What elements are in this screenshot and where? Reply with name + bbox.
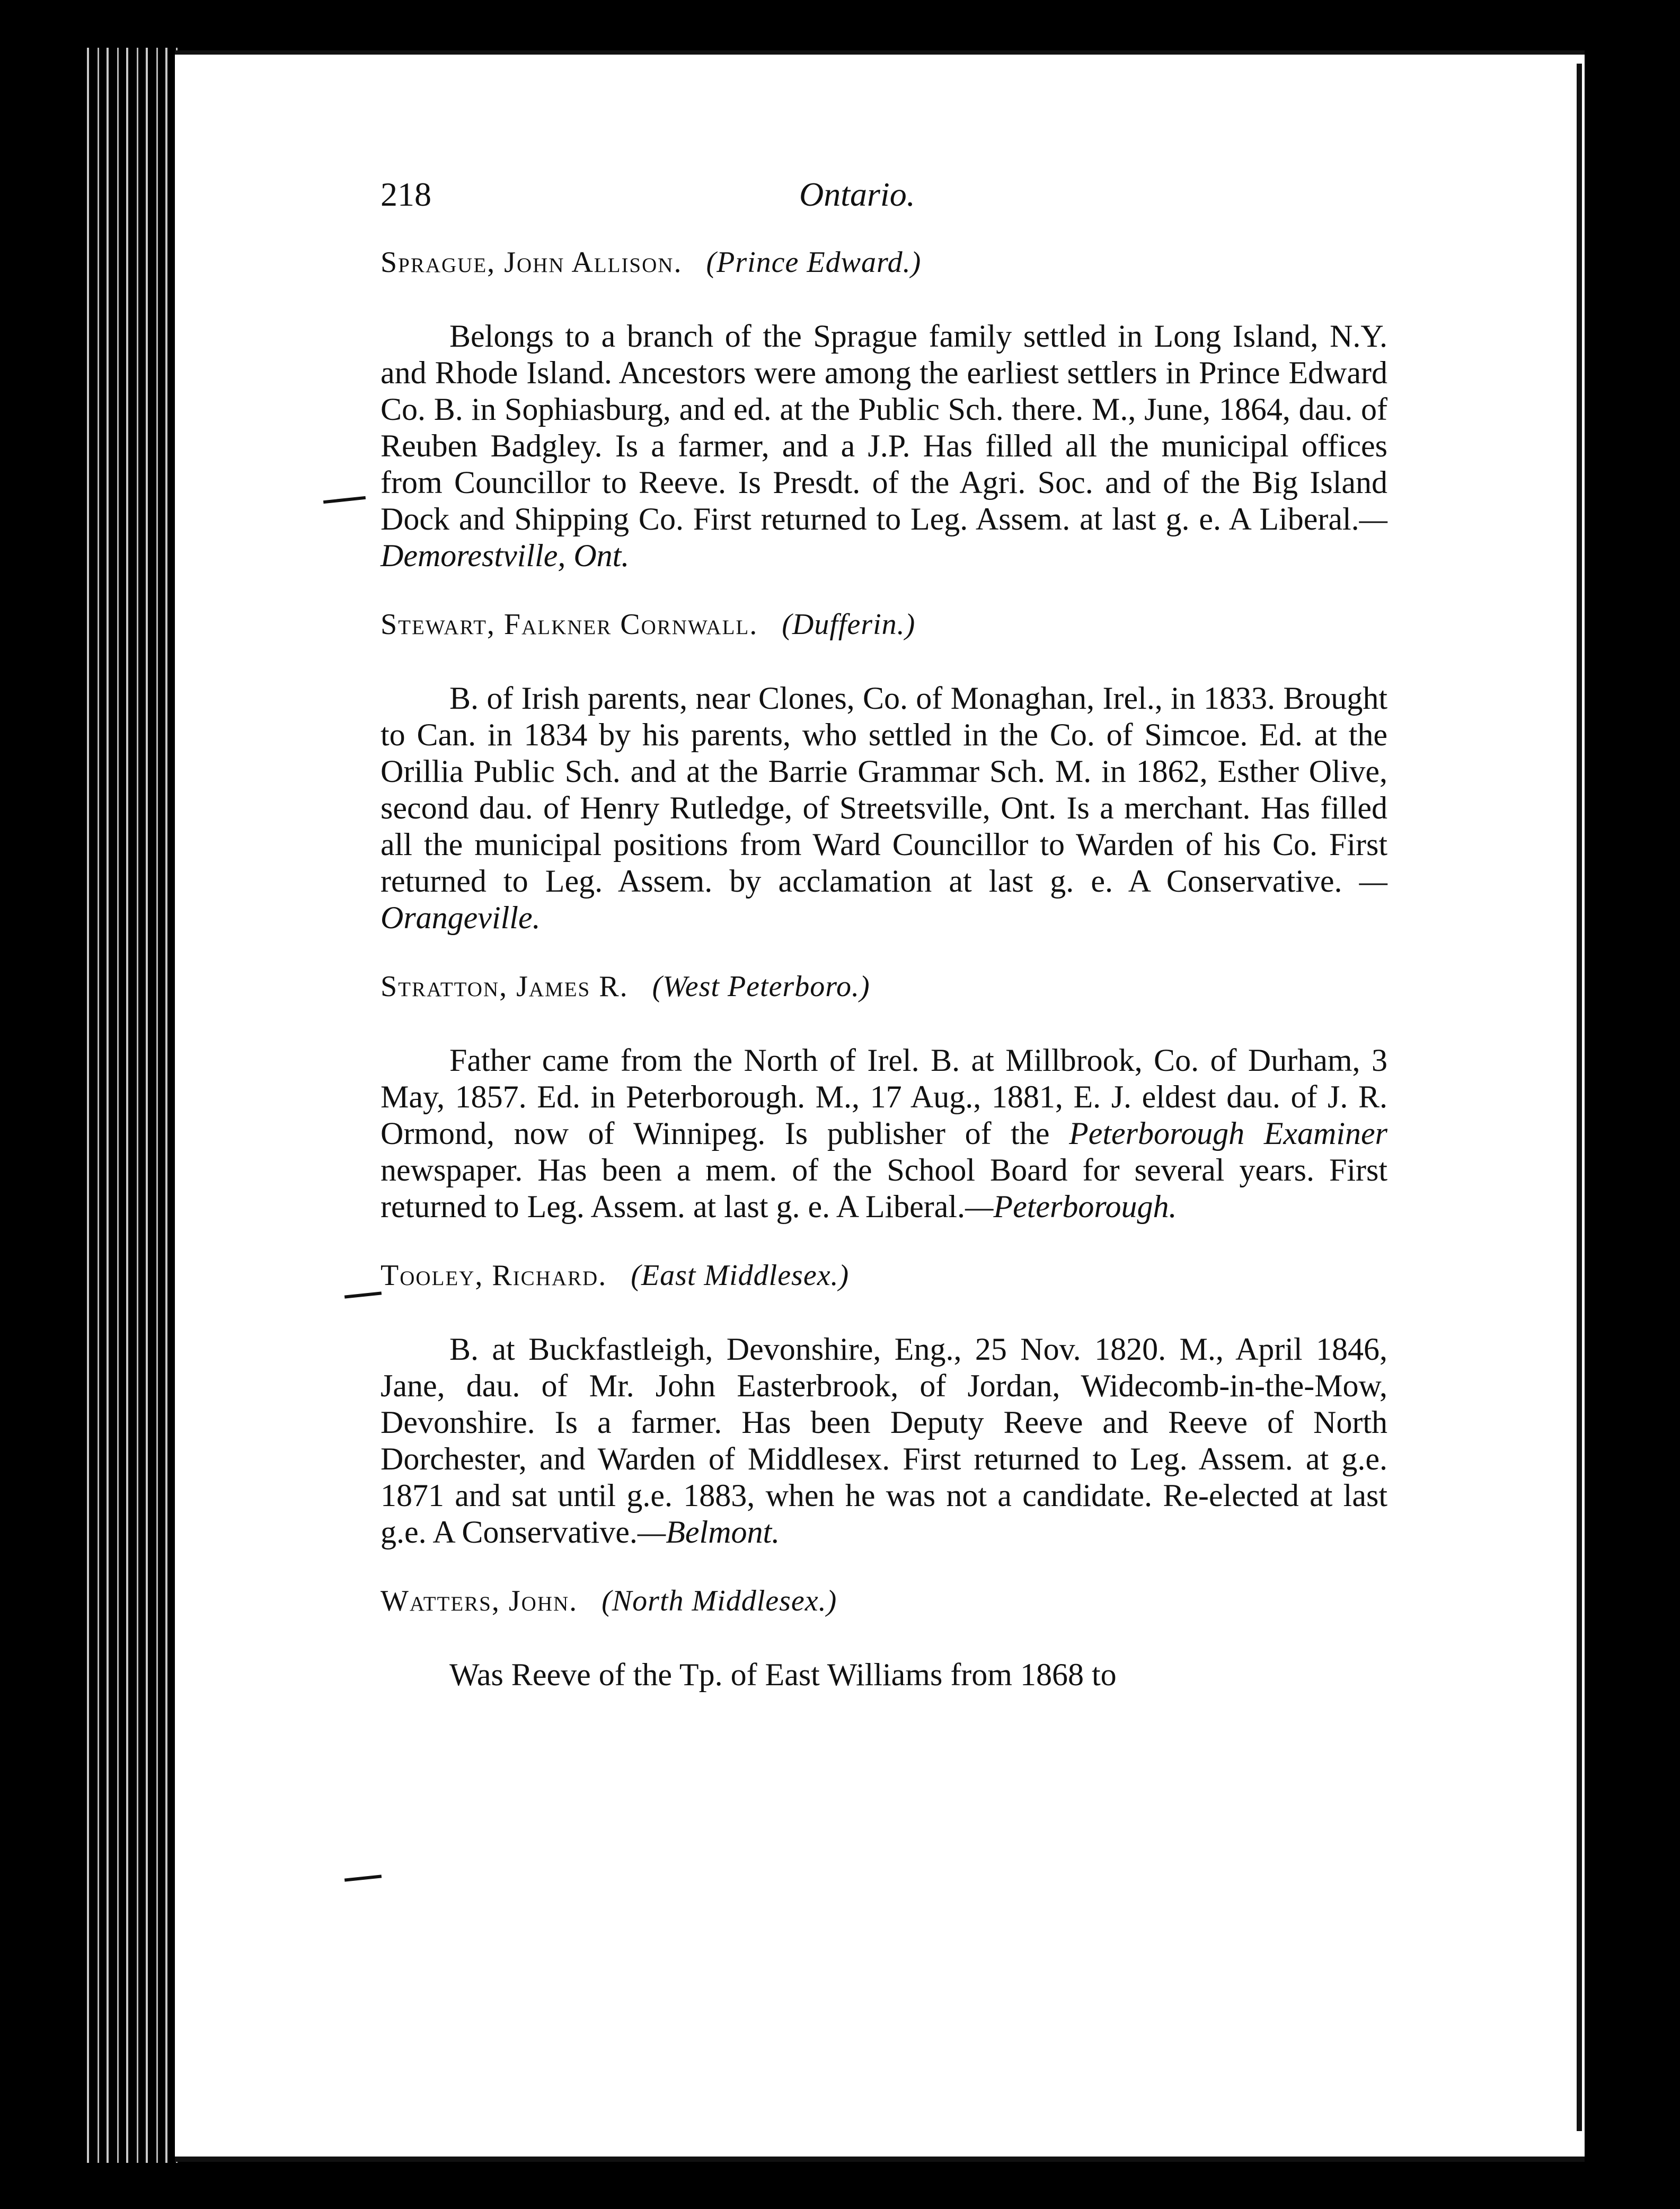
running-head <box>381 175 1387 223</box>
biography-body: Belongs to a branch of the Sprague family settled in Long Island, N.Y. and Rhode Island. Ancestors were among the earliest settlers in Prince Edward Co. B. in Sophiasburg, and ed. at the Public Sch. there. M., June, 1864, dau. of Reuben Badgley. Is a farmer, and a J.P. Has filled all the municipal offices from Councillor to Reeve. Is Presdt. of the Agri. Soc. and of the Big Island Dock and Shipping Co. First returned to Leg. Assem. at last g. e. A Liberal. <box>381 319 1387 536</box>
biography-body: B. at Buckfastleigh, Devonshire, Eng., 25 Nov. 1820. M., April 1846, Jane, dau. of Mr. John Easterbrook, of Jordan, Widecomb-in-the-Mow, Devonshire. Is a farmer. Has been Deputy Reeve and Reeve of North Dorchester, and Warden of Middlesex. First returned to Leg. Assem. at g.e. 1871 and sat until g.e. 1883, when he was not a candidate. Re-elected at last g.e. A Conservative. <box>381 1332 1387 1550</box>
biography-entry <box>381 1582 1387 1693</box>
entry-heading <box>381 1582 1387 1620</box>
biography-body: Father came from the North of Irel. B. at Millbrook, Co. of Durham, 3 May, 1857. Ed. in Peterborough. M., 17 Aug., 1881, E. J. eldest dau. of J. R. Ormond, now of Winnipeg. Is publisher of the <box>381 1043 1387 1151</box>
residence: —Belmont. <box>637 1515 780 1550</box>
riding: (North Middlesex.) <box>602 1585 837 1617</box>
biography-text <box>381 1657 1387 1693</box>
member-name: Watters, John. <box>381 1585 578 1617</box>
riding: (East Middlesex.) <box>631 1259 850 1292</box>
biography-entry <box>381 244 1387 574</box>
biography-entry <box>381 606 1387 936</box>
residence: —Orangeville. <box>381 864 1387 935</box>
book-binding-edge <box>79 48 180 2163</box>
riding: (Prince Edward.) <box>706 246 922 279</box>
page-number: 218 <box>381 175 431 213</box>
biography-body: Was Reeve of the Tp. of East Williams from 1868 to <box>449 1657 1117 1692</box>
biography-text <box>381 680 1387 936</box>
biography-text <box>381 1331 1387 1551</box>
biography-body: newspaper. Has been a mem. of the School Board for several years. First returned to Leg. Assem. at last g. e. A Liberal. <box>381 1152 1387 1224</box>
publication-title: Peterborough Examiner <box>1069 1116 1387 1151</box>
member-name: Sprague, John Allison. <box>381 246 683 279</box>
biography-body: B. of Irish parents, near Clones, Co. of Monaghan, Irel., in 1833. Brought to Can. in 1834 by his parents, who settled in the Co. of Simcoe. Ed. at the Orillia Public Sch. and at the Barrie Grammar Sch. M. in 1862, Esther Olive, second dau. of Henry Rutledge, of Streetsville, Ont. Is a merchant. Has filled all the municipal positions from Ward Councillor to Warden of his Co. First returned to Leg. Assem. by acclamation at last g. e. A Conservative. <box>381 681 1387 899</box>
page-right-edge <box>1577 64 1582 2131</box>
biography-text <box>381 1042 1387 1225</box>
residence: —Peterborough. <box>965 1189 1177 1224</box>
member-name: Stewart, Falkner Cornwall. <box>381 608 758 641</box>
member-name: Tooley, Richard. <box>381 1259 607 1292</box>
member-name: Stratton, James R. <box>381 970 629 1003</box>
page-content <box>381 175 1387 1725</box>
entry-heading <box>381 1257 1387 1294</box>
residence: —Demorestville, Ont. <box>381 501 1387 573</box>
running-title: Ontario. <box>799 175 915 213</box>
entry-heading <box>381 606 1387 643</box>
entry-heading <box>381 968 1387 1005</box>
biography-text <box>381 318 1387 574</box>
biography-entry <box>381 1257 1387 1551</box>
biography-entry <box>381 968 1387 1225</box>
riding: (West Peterboro.) <box>652 970 870 1003</box>
entry-heading <box>381 244 1387 281</box>
riding: (Dufferin.) <box>782 608 916 641</box>
